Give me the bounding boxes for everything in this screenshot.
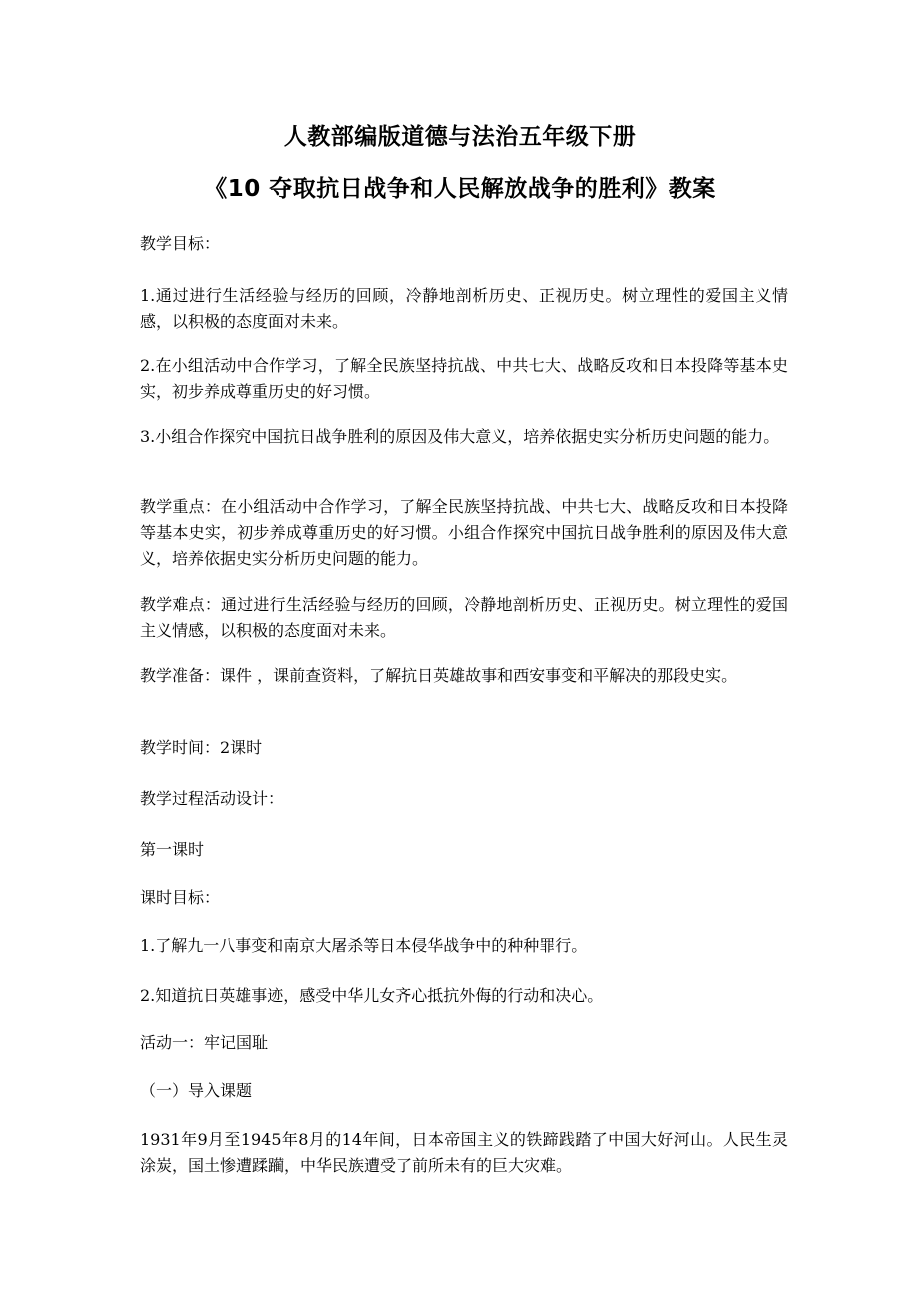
lesson-objective-1: 1.了解九一八事变和南京大屠杀等日本侵华战争中的种种罪行。 bbox=[140, 936, 588, 955]
intro-section-heading: （一）导入课题 bbox=[140, 1081, 253, 1100]
teaching-difficulties: 教学难点：通过进行生活经验与经历的回顾，冷静地剖析历史、正视历史。树立理性的爱国主义情感，以积极的态度面对未来。 bbox=[140, 595, 788, 640]
lesson-objectives-heading: 课时目标： bbox=[140, 888, 221, 907]
document-title: 人教部编版道德与法治五年级下册 bbox=[283, 124, 637, 150]
teaching-process-heading: 教学过程活动设计： bbox=[140, 789, 285, 808]
teaching-key-points: 教学重点：在小组活动中合作学习，了解全民族坚持抗战、中共七大、战略反攻和日本投降等基本史实，初步养成尊重历史的好习惯。小组合作探究中国抗日战争胜利的原因及伟大意义，培养依据史实分析历史问题的能力。 bbox=[140, 497, 788, 568]
intro-paragraph: 1931年9月至1945年8月的14年间，日本帝国主义的铁蹄践踏了中国大好河山。人民生灵涂炭，国土惨遭蹂躏，中华民族遭受了前所未有的巨大灾难。 bbox=[140, 1130, 788, 1175]
objective-3: 3.小组合作探究中国抗日战争胜利的原因及伟大意义，培养依据史实分析历史问题的能力。 bbox=[140, 427, 780, 446]
heading-teaching-objectives: 教学目标： bbox=[140, 234, 221, 253]
document-subtitle: 《10 夺取抗日战争和人民解放战争的胜利》教案 bbox=[204, 176, 716, 202]
activity-one-heading: 活动一：牢记国耻 bbox=[140, 1033, 269, 1052]
objective-2: 2.在小组活动中合作学习，了解全民族坚持抗战、中共七大、战略反攻和日本投降等基本史实，初步养成尊重历史的好习惯。 bbox=[140, 356, 788, 401]
lesson-objective-2: 2.知道抗日英雄事迹，感受中华儿女齐心抵抗外侮的行动和决心。 bbox=[140, 986, 604, 1005]
teaching-preparation: 教学准备：课件 ，课前查资料，了解抗日英雄故事和西安事变和平解决的那段史实。 bbox=[140, 666, 738, 685]
first-lesson-heading: 第一课时 bbox=[140, 840, 205, 859]
teaching-time: 教学时间：2课时 bbox=[140, 738, 263, 757]
objective-1: 1.通过进行生活经验与经历的回顾，冷静地剖析历史、正视历史。树立理性的爱国主义情感，以积极的态度面对未来。 bbox=[140, 286, 788, 331]
